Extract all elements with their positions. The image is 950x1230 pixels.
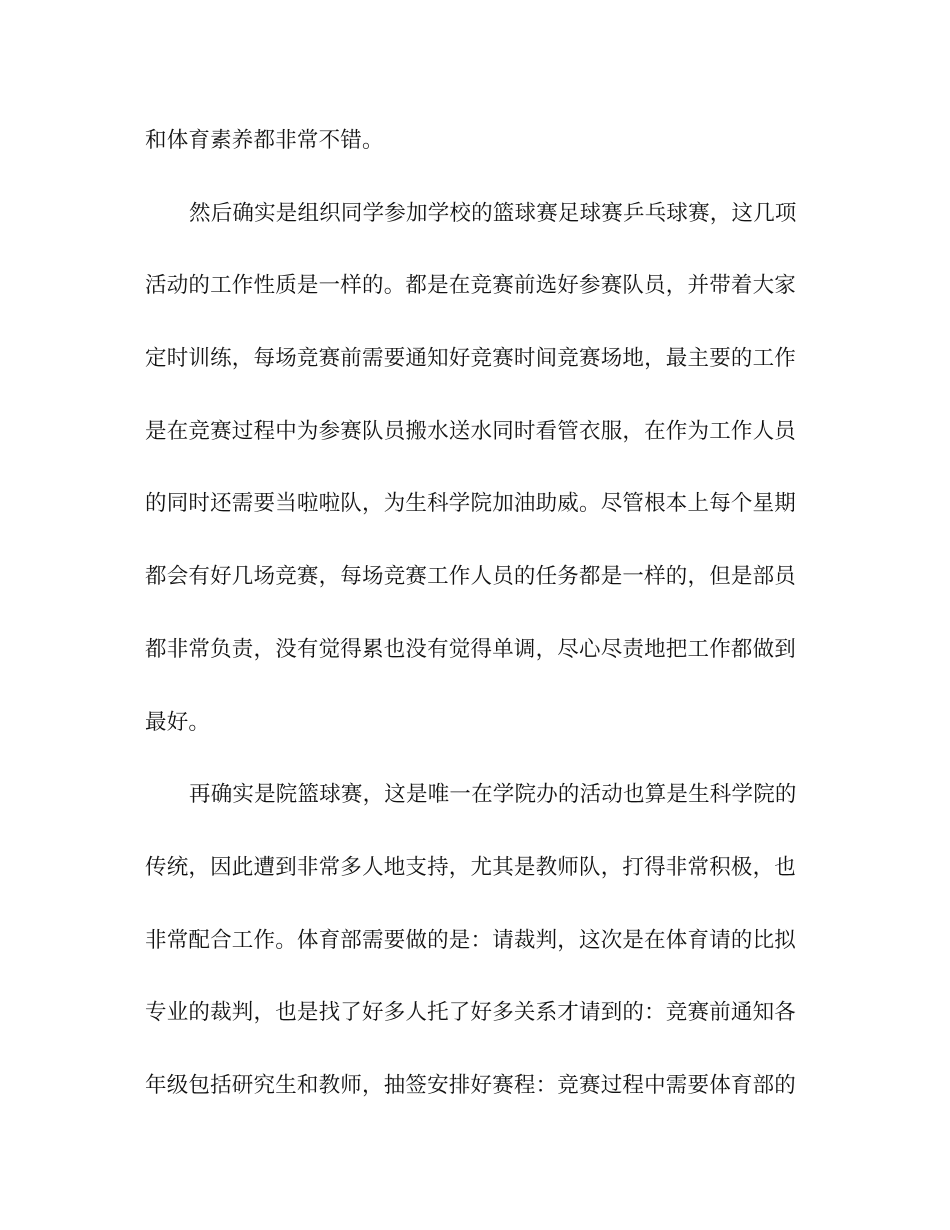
text-line: 传统，因此遭到非常多人地支持，尤其是教师队，打得非常积极，也 xyxy=(145,854,797,880)
paragraph-start-line: 再确实是院篮球赛，这是唯一在学院办的活动也算是生科学院的 xyxy=(189,782,797,808)
document-body xyxy=(145,117,805,1135)
text-line: 活动的工作性质是一样的。都是在竞赛前选好参赛队员，并带着大家 xyxy=(145,273,797,299)
text-line: 定时训练，每场竞赛前需要通知好竞赛时间竞赛场地，最主要的工作 xyxy=(145,346,797,372)
text-line: 非常配合工作。体育部需要做的是：请裁判，这次是在体育请的比拟 xyxy=(145,927,797,953)
text-line: 都非常负责，没有觉得累也没有觉得单调，尽心尽责地把工作都做到 xyxy=(145,636,797,662)
text-line: 的同时还需要当啦啦队，为生科学院加油助威。尽管根本上每个星期 xyxy=(145,491,797,517)
text-line: 专业的裁判，也是找了好多人托了好多关系才请到的：竞赛前通知各 xyxy=(145,1000,797,1026)
paragraph-start-line: 然后确实是组织同学参加学校的篮球赛足球赛乒乓球赛，这几项 xyxy=(189,200,797,226)
text-line: 年级包括研究生和教师，抽签安排好赛程：竞赛过程中需要体育部的 xyxy=(145,1072,797,1098)
text-line: 都会有好几场竞赛，每场竞赛工作人员的任务都是一样的，但是部员 xyxy=(145,564,797,590)
text-line: 和体育素养都非常不错。 xyxy=(145,128,384,153)
text-line: 最好。 xyxy=(145,709,211,735)
text-line: 是在竞赛过程中为参赛队员搬水送水同时看管衣服，在作为工作人员 xyxy=(145,418,797,444)
